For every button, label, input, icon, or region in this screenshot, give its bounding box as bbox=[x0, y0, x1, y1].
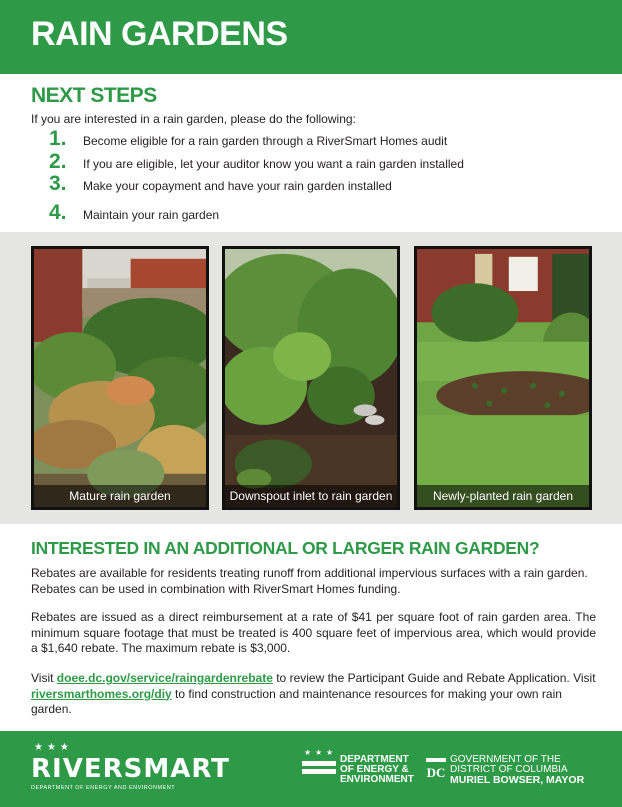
step-text: Maintain your rain garden bbox=[83, 208, 220, 222]
step-item bbox=[49, 128, 589, 152]
step-number: 2. bbox=[49, 150, 67, 173]
next-steps-heading: NEXT STEPS bbox=[31, 84, 157, 107]
step-item bbox=[49, 173, 589, 197]
riversmart-logo-subtitle: DEPARTMENT OF ENERGY AND ENVIRONMENT bbox=[31, 785, 176, 791]
step-text: Make your copayment and have your rain garden installed bbox=[83, 179, 392, 193]
svg-text:DC: DC bbox=[426, 765, 446, 780]
photo-downspout-inlet bbox=[222, 246, 400, 510]
photo-caption: Newly-planted rain garden bbox=[417, 485, 589, 507]
doee-rebate-link[interactable]: doee.dc.gov/service/raingardenrebate bbox=[56, 671, 273, 685]
photo-caption: Mature rain garden bbox=[34, 485, 206, 507]
step-text: Become eligible for a rain garden through a RiverSmart Homes audit bbox=[83, 134, 448, 148]
step-item bbox=[49, 151, 589, 175]
photo-mature-rain-garden bbox=[31, 246, 209, 510]
step-text: If you are eligible, let your auditor know you want a rain garden installed bbox=[83, 157, 464, 171]
step-number: 3. bbox=[49, 172, 67, 195]
additional-heading: INTERESTED IN AN ADDITIONAL OR LARGER RAIN GARDEN? bbox=[31, 538, 540, 558]
step-number: 4. bbox=[49, 201, 67, 224]
downspout-illustration bbox=[225, 249, 397, 507]
visit-text-a: Visit bbox=[31, 671, 57, 685]
dc-government-text: GOVERNMENT OF THE DISTRICT OF COLUMBIA MURIEL BOWSER, MAYOR bbox=[450, 754, 585, 786]
doee-logo-text: DEPARTMENT OF ENERGY & ENVIRONMENT bbox=[340, 754, 414, 785]
photo-newly-planted bbox=[414, 246, 592, 510]
dc-flag-icon: ★ ★ ★ bbox=[302, 757, 336, 781]
visit-text-b: to review the Participant Guide and Rebate Application. Visit bbox=[272, 671, 596, 685]
step-number: 1. bbox=[49, 127, 67, 150]
rebates-amount-text: Rebates are issued as a direct reimbursement at a rate of $41 per square foot of rain garden area. The minimum square footage that must be treated is 400 square feet of impervious area, which would provide a $1,640 rebate. The maximum rebate is $3,000. bbox=[31, 610, 596, 655]
visit-links-text bbox=[31, 671, 596, 718]
header-banner bbox=[0, 0, 622, 74]
rebates-availability-text: Rebates are available for residents treating runoff from additional impervious surfaces with a rain garden. Rebates can be used in combination with RiverSmart Homes funding. bbox=[31, 566, 588, 596]
step-item bbox=[49, 202, 589, 226]
next-steps-intro: If you are interested in a rain garden, please do the following: bbox=[31, 112, 356, 126]
mature-garden-illustration bbox=[34, 249, 206, 507]
dc-government-seal-icon bbox=[424, 757, 448, 781]
newly-planted-illustration bbox=[417, 249, 589, 507]
page-title: RAIN GARDENS bbox=[31, 15, 288, 53]
stars-icon: ★★★ bbox=[34, 742, 73, 753]
visit-text-c: to find construction and maintenance resources for making your own rain garden. bbox=[31, 686, 562, 716]
photo-caption: Downspout inlet to rain garden bbox=[225, 485, 397, 507]
riversmart-diy-link[interactable]: riversmarthomes.org/diy bbox=[31, 686, 172, 701]
riversmart-logo: RIVERSMART bbox=[31, 754, 230, 784]
